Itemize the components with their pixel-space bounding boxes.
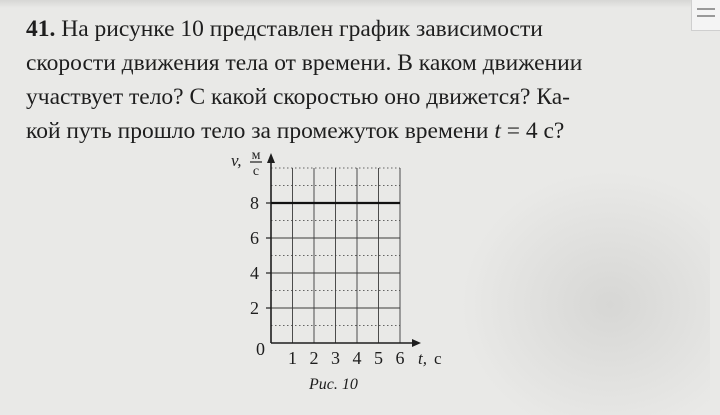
chart-tick-labels [250, 193, 405, 368]
chart-grid [271, 168, 400, 343]
chart-axes [267, 153, 421, 347]
figure-caption: Рис. 10 [309, 376, 358, 393]
x-tick-label: 2 [309, 348, 319, 368]
y-tick-label: 2 [250, 298, 259, 318]
x-tick-label: 4 [352, 348, 362, 368]
y-tick-label: 8 [250, 193, 259, 213]
y-tick-label: 6 [250, 228, 259, 248]
origin-label: 0 [256, 339, 265, 359]
x-axis-unit: с [434, 349, 442, 368]
problem-line-3: участвует тело? С какой скоростью оно движется? Ка- [26, 84, 570, 110]
y-tick-label: 4 [250, 263, 259, 283]
y-axis-arrow [267, 153, 275, 163]
problem-line-1: 41. На рисунке 10 представлен график зависимости [26, 16, 543, 42]
x-tick-label: 3 [331, 348, 340, 368]
x-tick-label: 6 [395, 348, 405, 368]
x-tick-label: 1 [288, 348, 297, 368]
x-axis-label: t, [418, 349, 427, 368]
y-axis-unit-numerator: м [251, 148, 261, 163]
problem-number: 41. [26, 16, 56, 42]
x-tick-label: 5 [374, 348, 383, 368]
y-axis-label: v, [231, 151, 242, 170]
problem-line-2: скорости движения тела от времени. В каком движении [26, 50, 583, 76]
x-axis-arrow [412, 339, 421, 347]
y-axis-unit-denominator: с [252, 164, 260, 179]
problem-line-4: кой путь прошло тело за промежуток времени t = 4 с? [26, 118, 565, 144]
